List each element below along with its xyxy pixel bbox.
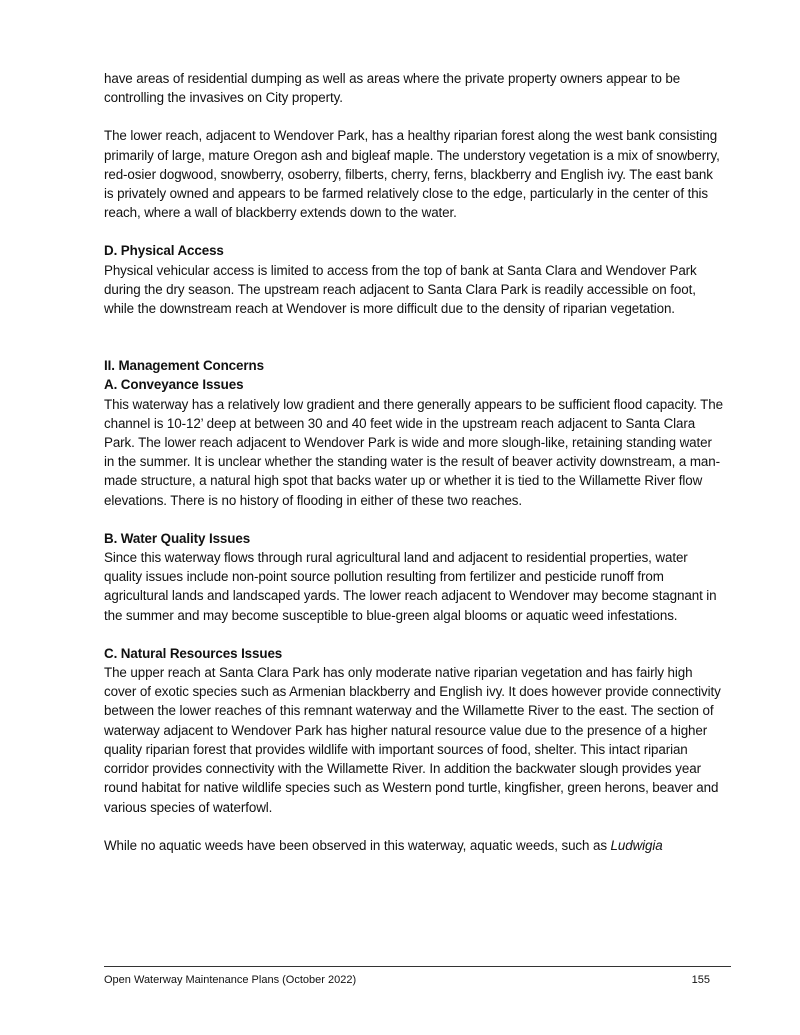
footer-page-number: 155	[691, 974, 710, 986]
heading-physical-access: D. Physical Access	[104, 243, 224, 259]
section-conveyance	[104, 356, 724, 510]
conveyance-text: This waterway has a relatively low gradient and there generally appears to be sufficient flood capacity. The channel is 10-12’ deep at between 30 and 40 feet wide in the upstream reach adjacent to Santa Clara Park. The lower reach adjacent to Wendover Park is wide and more slough-like, retaining standing water in the summer. It is unclear whether the standing water is the result of beaver activity downstream, a man-made structure, a natural high spot that backs water up or whether it is tied to the Willamette River flow elevations. There is no history of flooding in either of these two reaches.	[104, 396, 723, 508]
natural-resources-text: The upper reach at Santa Clara Park has only moderate native riparian vegetation and has fairly high cover of exotic species such as Armenian blackberry and English ivy. It does however provide connectivity between the lower reaches of this remnant waterway and the Willamette River to the east. The section of waterway adjacent to Wendover Park has higher natural resource value due to the presence of a higher quality riparian forest that provides wildlife with important sources of food, shelter. This intact riparian corridor provides connectivity with the Willamette River. In addition the backwater slough provides year round habitat for native wildlife species such as Western pond turtle, kingfisher, green herons, beaver and various species of waterfowl.	[104, 665, 721, 815]
footer-divider	[104, 966, 731, 967]
section-natural-resources	[104, 644, 724, 817]
footer-document-title: Open Waterway Maintenance Plans (October 2022)	[104, 974, 357, 986]
section-water-quality	[104, 529, 724, 625]
paragraph-aquatic-weeds	[104, 836, 724, 855]
aquatic-weeds-text: While no aquatic weeds have been observed in this waterway, aquatic weeds, such as	[104, 837, 611, 853]
section-physical-access	[104, 241, 724, 318]
heading-management-concerns: II. Management Concerns	[104, 358, 264, 374]
species-name-italic: Ludwigia	[610, 837, 663, 853]
paragraph-continuation: have areas of residential dumping as well as areas where the private property owners appear to be controlling the invasives on City property.	[104, 71, 681, 106]
paragraph-lower-reach: The lower reach, adjacent to Wendover Park, has a healthy riparian forest along the west bank consisting primarily of large, mature Oregon ash and bigleaf maple. The understory vegetation is a mix of snowberry, red-osier dogwood, snowberry, osoberry, filberts, cherry, ferns, blackberry and English ivy. The east bank is privately owned and appears to be farmed relatively close to the edge, particularly in the center of this reach, where a wall of blackberry extends down to the water.	[104, 128, 720, 221]
heading-conveyance-issues: A. Conveyance Issues	[104, 377, 244, 393]
heading-natural-resources-issues: C. Natural Resources Issues	[104, 645, 283, 661]
page-footer	[104, 973, 710, 987]
document-body	[104, 69, 724, 855]
physical-access-text: Physical vehicular access is limited to access from the top of bank at Santa Clara and Wendover Park during the dry season. The upstream reach adjacent to Santa Clara Park is readily accessible on foot, while the downstream reach at Wendover is more difficult due to the density of riparian vegetation.	[104, 262, 697, 317]
heading-water-quality-issues: B. Water Quality Issues	[104, 530, 251, 546]
water-quality-text: Since this waterway flows through rural agricultural land and adjacent to residential properties, water quality issues include non-point source pollution resulting from fertilizer and pesticide runoff from agricultural lands and landscaped yards. The lower reach adjacent to Wendover may become stagnant in the summer and may become susceptible to blue-green algal blooms or aquatic weed infestations.	[104, 550, 717, 623]
